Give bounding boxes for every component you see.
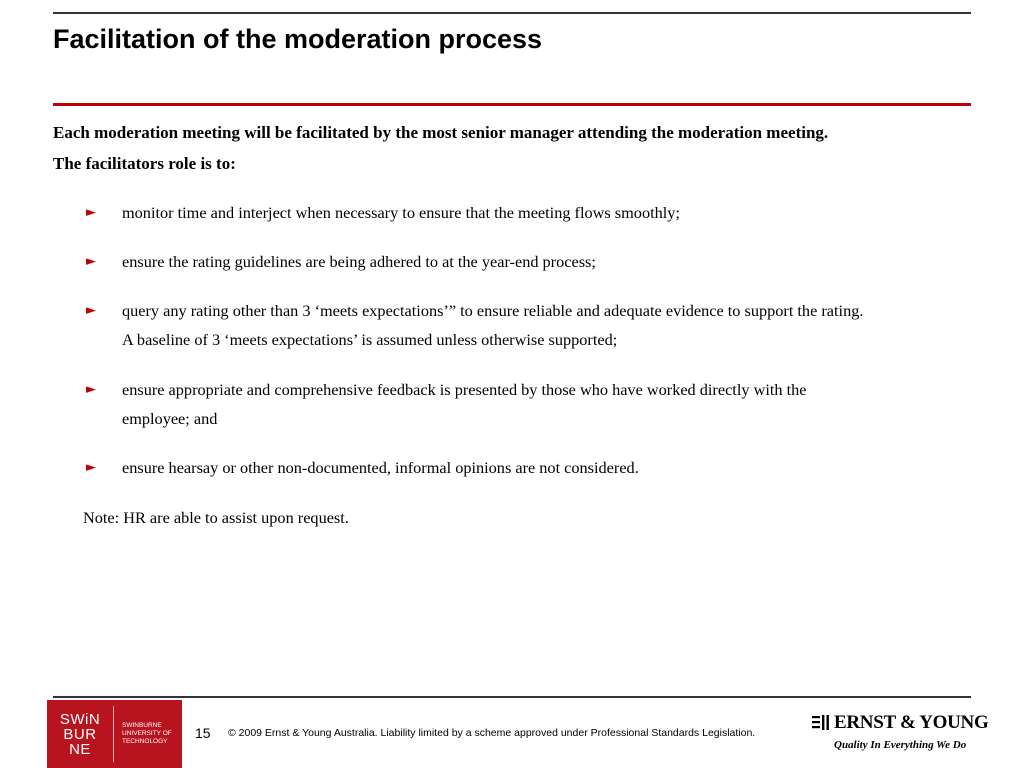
- title-underline: [53, 103, 971, 106]
- bullet-arrow-icon: ►: [86, 460, 96, 475]
- bullet-line: ensure the rating guidelines are being adhered to at the year-end process;: [122, 252, 596, 271]
- swinburne-name: [118, 722, 172, 746]
- bullet-arrow-icon: ►: [86, 254, 96, 269]
- swinburne-name-line: UNIVERSITY OF: [122, 730, 172, 737]
- swinburne-wordmark: [47, 712, 113, 757]
- bullet-text: [122, 198, 976, 227]
- bullet-item: [86, 375, 976, 433]
- swinburne-wordmark-line: NE: [69, 740, 91, 758]
- bullet-line: monitor time and interject when necessary to ensure that the meeting flows smoothly;: [122, 203, 680, 222]
- bullet-line: query any rating other than 3 ‘meets expectations’” to ensure reliable and adequate evidence to support the rating.: [122, 301, 864, 320]
- bullet-arrow-icon: ►: [86, 303, 96, 318]
- bullet-text: [122, 247, 976, 276]
- bullet-text: [122, 453, 976, 482]
- ernst-young-logo: [812, 712, 989, 738]
- top-divider: [53, 12, 971, 14]
- bullet-arrow-icon: ►: [86, 205, 96, 220]
- ey-bars-icon: [812, 715, 832, 731]
- bullet-line: A baseline of 3 ‘meets expectations’ is assumed unless otherwise supported;: [122, 330, 618, 349]
- copyright-notice: © 2009 Ernst & Young Australia. Liability limited by a scheme approved under Professional Standards Legislation.: [228, 727, 756, 739]
- intro-paragraph: [53, 117, 983, 179]
- bullet-text: [122, 375, 976, 433]
- swinburne-logo: [47, 700, 182, 768]
- footer-divider: [53, 696, 971, 698]
- swinburne-logo-divider: [113, 706, 114, 762]
- slide-title: Facilitation of the moderation process: [53, 24, 543, 54]
- bullet-line: employee; and: [122, 409, 218, 428]
- bullet-text: [122, 296, 976, 354]
- swinburne-name-line: TECHNOLOGY: [122, 738, 168, 745]
- swinburne-name-line: SWINBURNE: [122, 722, 162, 729]
- bullet-item: [86, 296, 976, 354]
- swinburne-wordmark-line: BUR: [63, 725, 97, 743]
- ey-tagline: Quality In Everything We Do: [834, 739, 967, 751]
- ey-wordmark: ERNST & YOUNG: [834, 712, 989, 733]
- bullet-line: ensure appropriate and comprehensive feedback is presented by those who have worked directly with the: [122, 380, 807, 399]
- swinburne-wordmark-line: SWiN: [59, 710, 101, 728]
- page-number: 15: [195, 725, 211, 741]
- bullet-item: [86, 198, 976, 227]
- intro-line: Each moderation meeting will be facilitated by the most senior manager attending the moderation meeting.: [53, 123, 829, 142]
- bullet-item: [86, 247, 976, 276]
- bullet-arrow-icon: ►: [86, 382, 96, 397]
- bullet-item: [86, 453, 976, 482]
- note-text: Note: HR are able to assist upon request.: [83, 508, 349, 527]
- bullet-line: ensure hearsay or other non-documented, informal opinions are not considered.: [122, 458, 639, 477]
- intro-line: The facilitators role is to:: [53, 154, 236, 173]
